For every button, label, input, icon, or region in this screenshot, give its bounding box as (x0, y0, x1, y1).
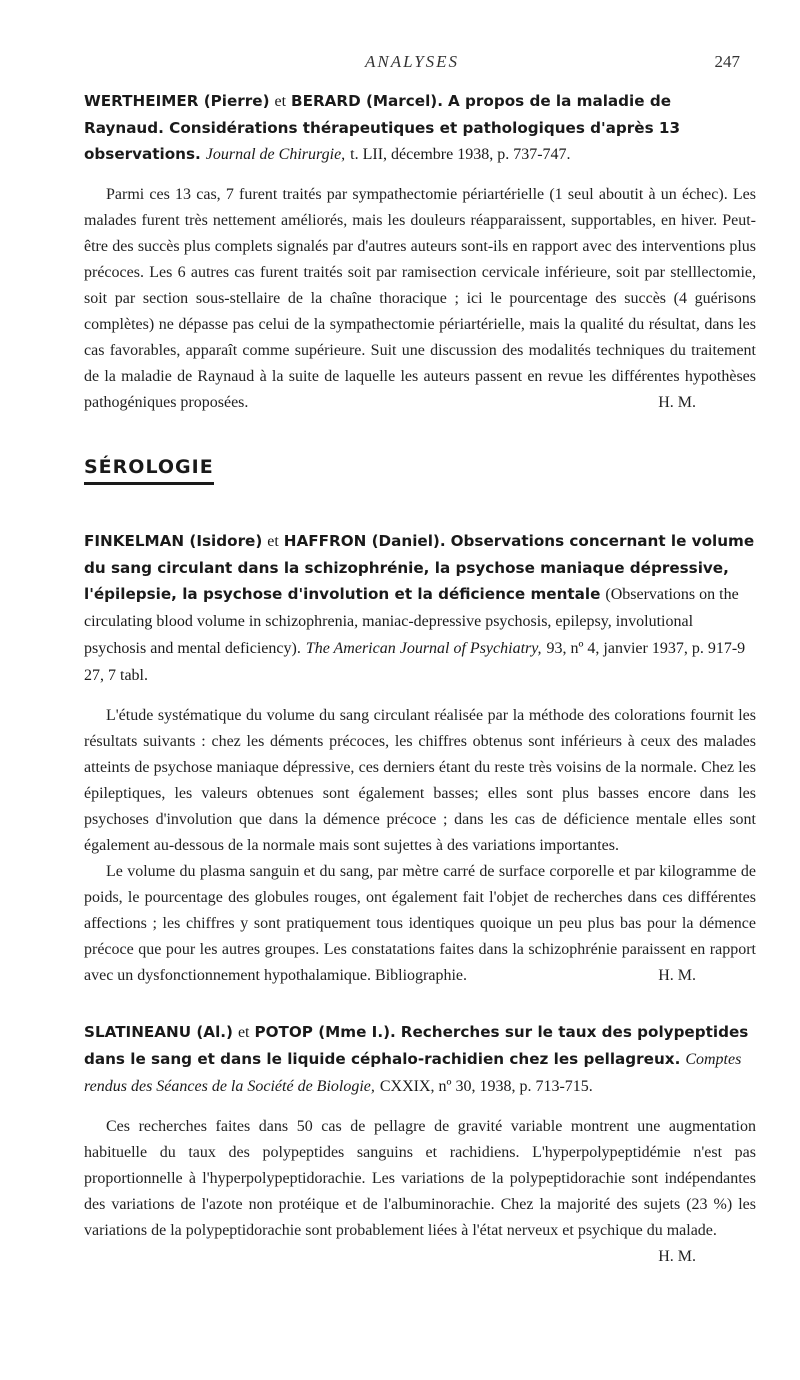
summary-text: Parmi ces 13 cas, 7 furent traités par sympathectomie périartérielle (1 seul aboutit à un échec). Les malades furent très nettement améliorés, mais les douleurs réapparaissent, supportables, en hiver. Peut-être des succès plus complets signalés par d'autres auteurs sont-ils en rapport avec des interventions plus précoces. Les 6 autres cas furent traités soit par ramisection cervicale inférieure, soit par stelllectomie, soit par section sous-stellaire de la chaîne thoracique ; ici le pourcentage des succès (4 guérisons complètes) ne dépasse pas celui de la sympathectomie périartérielle, mais la qualité du résultat, dans les cas favorables, apparaît comme supérieure. Suit une discussion des modalités techniques du traitement de la maladie de Raynaud à la suite de laquelle les auteurs passent en revue les différentes hypothèses pathogéniques proposées. (84, 186, 756, 411)
article-title: Recherches sur le taux des polypeptides dans le sang et dans le liquide céphalo-rachidien chez les pellagreux. (84, 1023, 749, 1068)
article-title: Observations concernant le volume du sang circulant dans la schizophrénie, la psychose maniaque dépressive, l'épilepsie, la psychose d'involution et la déficience mentale (84, 532, 755, 603)
article-title: A propos de la maladie de Raynaud. Considérations thérapeutiques et pathologiques d'après 13 observations. (84, 92, 681, 163)
author-names: FINKELMAN (Isidore) (84, 532, 263, 550)
journal-reference: CXXIX, nº 30, 1938, p. 713-715. (379, 1078, 593, 1095)
author-names: BERARD (Marcel). (291, 92, 444, 110)
page-header (84, 52, 740, 74)
translated-title: (Observations on the circulating blood volume in schizophrenia, maniac-depressive psychosis, epilepsy, involutional psychosis and mental deficiency). (84, 586, 739, 657)
signature: H. M. (658, 394, 696, 411)
abstract-entry (84, 88, 756, 416)
author-names: WERTHEIMER (Pierre) (84, 92, 270, 110)
citation (84, 88, 756, 168)
citation (84, 528, 756, 689)
author-names: SLATINEANU (Al.) (84, 1023, 233, 1041)
signature: H. M. (658, 1248, 696, 1265)
summary-paragraph: L'étude systématique du volume du sang circulant réalisée par la méthode des colorations fournit les résultats suivants : chez les déments précoces, les chiffres obtenus sont inférieurs à ceux des malades atteints de psychose maniaque dépressive, ces derniers étant du reste très voisins de la normale. Chez les épileptiques, les valeurs obtenues sont également basses; elles sont plus basses encore dans les psychoses d'involution que dans la démence précoce ; dans les cas de déficience mentale elles sont également au-dessous de la normale mais sont sujettes à des variations importantes. (84, 707, 756, 854)
journal-reference: t. LII, décembre 1938, p. 737-747. (350, 146, 571, 163)
journal-name: Comptes rendus des Séances de la Société de Biologie, (84, 1051, 742, 1095)
abstract-summary (84, 1114, 756, 1265)
signature: H. M. (658, 967, 696, 984)
author-connector: et (267, 533, 279, 550)
section-heading (84, 456, 756, 506)
author-names: HAFFRON (Daniel). (283, 532, 446, 550)
abstract-summary (84, 703, 756, 989)
citation (84, 1019, 756, 1100)
abstract-summary (84, 182, 756, 416)
author-connector: et (274, 93, 287, 110)
summary-text: Le volume du plasma sanguin et du sang, par mètre carré de surface corporelle et par kilogramme de poids, le pourcentage des globules rouges, ont également fait l'objet de recherches dans ces différentes affections ; les chiffres y sont pratiquement tous identiques quoique un peu plus bas pour la démence précoce que pour les autres groupes. Les constatations faites dans la schizophrénie paraissent en rapport avec un dysfonctionnement hypothalamique. Bibliographie. (84, 863, 756, 984)
section-title: SÉROLOGIE (84, 456, 214, 485)
page-content (84, 88, 756, 1270)
author-connector: et (237, 1024, 250, 1041)
abstract-entry (84, 528, 756, 989)
journal-reference: 93, nº 4, janvier 1937, p. 917-9 27, 7 tabl. (84, 640, 746, 684)
page-number: 247 (714, 52, 740, 71)
journal-name: The American Journal of Psychiatry, (305, 640, 542, 657)
summary-text: Ces recherches faites dans 50 cas de pellagre de gravité variable montrent une augmentation habituelle du taux des polypeptides sanguins et rachidiens. L'hyperpolypeptidémie n'est pas proportionnelle à l'hyperpolypeptidorachie. Les variations de la polypeptidorachie sont indépendantes des variations de l'azote non protéique et de l'albuminorachie. Chez la majorité des sujets (23 %) les variations de la polypeptidorachie sont probablement liées à l'état nerveux et psychique du malade. (84, 1118, 756, 1239)
abstract-entry (84, 1019, 756, 1265)
author-names: POTOP (Mme I.). (254, 1023, 396, 1041)
journal-name: Journal de Chirurgie, (205, 146, 346, 163)
running-head: ANALYSES (364, 52, 460, 71)
